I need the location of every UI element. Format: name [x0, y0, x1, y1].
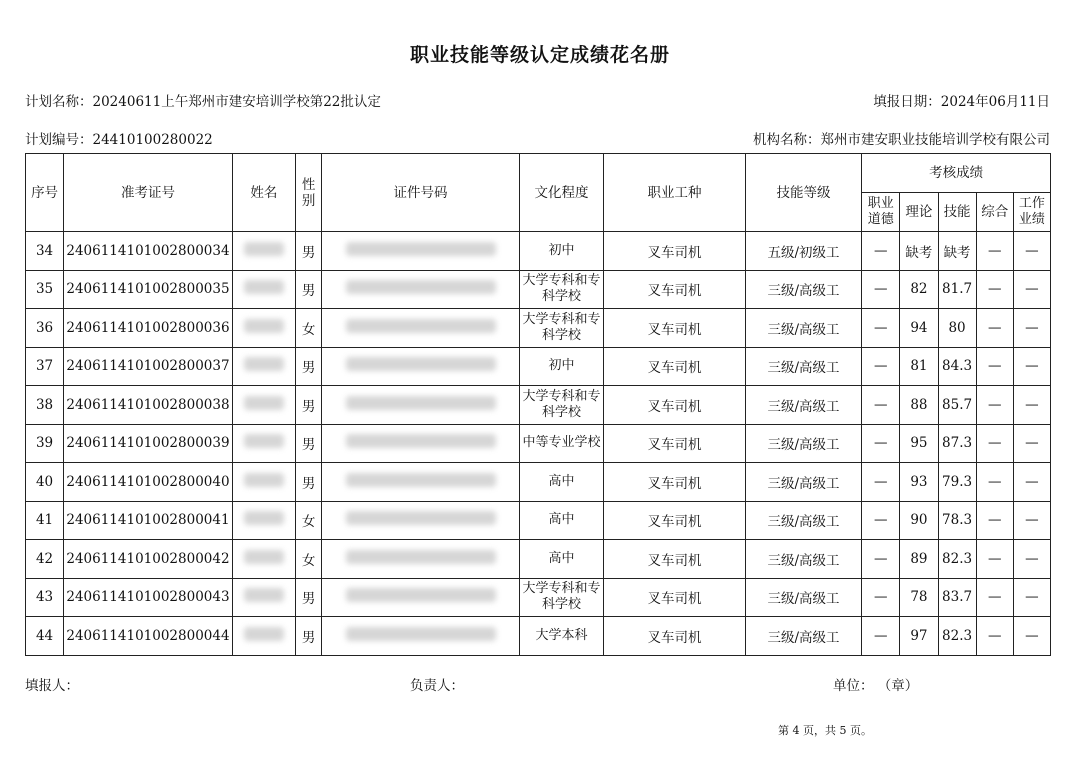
redaction-blur	[346, 588, 496, 602]
cell-skill: 82.3	[938, 617, 976, 656]
table-row	[26, 540, 1051, 579]
cell-seq: 41	[26, 501, 64, 540]
cell-job: 叉车司机	[604, 617, 746, 656]
cell-name-redacted	[232, 232, 295, 271]
redaction-blur	[346, 627, 496, 641]
cell-name-redacted	[232, 501, 295, 540]
cell-name-redacted	[232, 386, 295, 425]
header-education: 文化程度	[519, 154, 603, 232]
table-row	[26, 386, 1051, 425]
cell-id-redacted	[322, 463, 520, 502]
cell-work: —	[1013, 424, 1050, 463]
cell-ethics: —	[862, 617, 900, 656]
table-row	[26, 309, 1051, 348]
cell-work: —	[1013, 578, 1050, 617]
score-roster-table	[25, 153, 1051, 656]
footer-unit: 单位： （章）	[833, 678, 919, 694]
cell-id-redacted	[322, 578, 520, 617]
cell-skill: 80	[938, 309, 976, 348]
cell-id-redacted	[322, 232, 520, 271]
plan-number: 计划编号：24410100280022	[25, 132, 213, 148]
cell-gender: 男	[296, 617, 322, 656]
header-skill: 技能	[938, 193, 976, 232]
cell-job: 叉车司机	[604, 270, 746, 309]
cell-edu: 高中	[519, 463, 603, 502]
cell-id-redacted	[322, 501, 520, 540]
table-row	[26, 270, 1051, 309]
cell-ethics: —	[862, 347, 900, 386]
cell-theory: 81	[900, 347, 938, 386]
redaction-blur	[346, 242, 496, 256]
cell-overall: —	[976, 232, 1013, 271]
cell-job: 叉车司机	[604, 347, 746, 386]
cell-edu: 高中	[519, 501, 603, 540]
cell-seq: 38	[26, 386, 64, 425]
cell-job: 叉车司机	[604, 501, 746, 540]
redaction-blur	[244, 280, 284, 294]
cell-name-redacted	[232, 463, 295, 502]
cell-level: 三级/高级工	[745, 617, 861, 656]
redaction-blur	[346, 396, 496, 410]
redaction-blur	[244, 396, 284, 410]
cell-level: 三级/高级工	[745, 309, 861, 348]
cell-overall: —	[976, 578, 1013, 617]
cell-gender: 男	[296, 232, 322, 271]
cell-edu: 大学本科	[519, 617, 603, 656]
cell-theory: 95	[900, 424, 938, 463]
header-theory: 理论	[900, 193, 938, 232]
table-row	[26, 424, 1051, 463]
redaction-blur	[244, 473, 284, 487]
cell-work: —	[1013, 463, 1050, 502]
cell-edu: 大学专科和专科学校	[519, 270, 603, 309]
cell-theory: 82	[900, 270, 938, 309]
cell-work: —	[1013, 270, 1050, 309]
cell-job: 叉车司机	[604, 309, 746, 348]
cell-work: —	[1013, 347, 1050, 386]
redaction-blur	[244, 627, 284, 641]
cell-overall: —	[976, 424, 1013, 463]
cell-id-redacted	[322, 270, 520, 309]
cell-edu: 初中	[519, 232, 603, 271]
cell-job: 叉车司机	[604, 232, 746, 271]
cell-name-redacted	[232, 270, 295, 309]
cell-seq: 39	[26, 424, 64, 463]
table-row	[26, 578, 1051, 617]
cell-overall: —	[976, 386, 1013, 425]
redaction-blur	[346, 280, 496, 294]
header-seq: 序号	[26, 154, 64, 232]
redaction-blur	[244, 550, 284, 564]
header-ticket: 准考证号	[64, 154, 233, 232]
cell-level: 五级/初级工	[745, 232, 861, 271]
cell-id-redacted	[322, 347, 520, 386]
cell-edu: 中等专业学校	[519, 424, 603, 463]
cell-name-redacted	[232, 540, 295, 579]
cell-overall: —	[976, 463, 1013, 502]
cell-ticket: 2406114101002800040	[64, 463, 233, 502]
cell-ticket: 2406114101002800037	[64, 347, 233, 386]
cell-gender: 女	[296, 309, 322, 348]
cell-id-redacted	[322, 540, 520, 579]
header-id: 证件号码	[322, 154, 520, 232]
cell-ethics: —	[862, 578, 900, 617]
cell-ticket: 2406114101002800036	[64, 309, 233, 348]
redaction-blur	[346, 550, 496, 564]
header-gender: 性别	[296, 154, 322, 232]
cell-work: —	[1013, 501, 1050, 540]
cell-overall: —	[976, 540, 1013, 579]
cell-job: 叉车司机	[604, 578, 746, 617]
cell-skill: 79.3	[938, 463, 976, 502]
cell-gender: 女	[296, 540, 322, 579]
header-work: 工作业绩	[1013, 193, 1050, 232]
cell-theory: 94	[900, 309, 938, 348]
cell-edu: 大学专科和专科学校	[519, 578, 603, 617]
header-name: 姓名	[232, 154, 295, 232]
redaction-blur	[346, 434, 496, 448]
redaction-blur	[244, 357, 284, 371]
cell-ticket: 2406114101002800041	[64, 501, 233, 540]
cell-theory: 93	[900, 463, 938, 502]
cell-name-redacted	[232, 347, 295, 386]
cell-ethics: —	[862, 270, 900, 309]
cell-skill: 85.7	[938, 386, 976, 425]
header-job: 职业工种	[604, 154, 746, 232]
cell-skill: 84.3	[938, 347, 976, 386]
cell-id-redacted	[322, 424, 520, 463]
cell-ethics: —	[862, 232, 900, 271]
table-row	[26, 463, 1051, 502]
cell-gender: 男	[296, 386, 322, 425]
cell-ethics: —	[862, 540, 900, 579]
cell-level: 三级/高级工	[745, 270, 861, 309]
cell-edu: 大学专科和专科学校	[519, 309, 603, 348]
redaction-blur	[244, 319, 284, 333]
redaction-blur	[346, 473, 496, 487]
cell-name-redacted	[232, 309, 295, 348]
cell-work: —	[1013, 386, 1050, 425]
cell-skill: 87.3	[938, 424, 976, 463]
cell-job: 叉车司机	[604, 540, 746, 579]
cell-level: 三级/高级工	[745, 386, 861, 425]
report-date: 填报日期：2024年06月11日	[873, 94, 1050, 110]
cell-work: —	[1013, 309, 1050, 348]
cell-ticket: 2406114101002800038	[64, 386, 233, 425]
page-info: 第 4 页，共 5 页。	[778, 724, 872, 737]
cell-ethics: —	[862, 463, 900, 502]
redaction-blur	[346, 511, 496, 525]
cell-level: 三级/高级工	[745, 424, 861, 463]
cell-seq: 42	[26, 540, 64, 579]
cell-overall: —	[976, 270, 1013, 309]
cell-seq: 40	[26, 463, 64, 502]
cell-theory: 88	[900, 386, 938, 425]
cell-ethics: —	[862, 309, 900, 348]
cell-level: 三级/高级工	[745, 347, 861, 386]
plan-name: 计划名称：20240611上午郑州市建安培训学校第22批认定	[25, 94, 381, 110]
cell-gender: 男	[296, 463, 322, 502]
header-scores: 考核成绩	[862, 154, 1051, 193]
cell-level: 三级/高级工	[745, 540, 861, 579]
page-title: 职业技能等级认定成绩花名册	[409, 44, 670, 66]
cell-id-redacted	[322, 386, 520, 425]
footer-responsible: 负责人：	[410, 678, 464, 694]
cell-level: 三级/高级工	[745, 501, 861, 540]
footer-reporter: 填报人：	[25, 678, 79, 694]
table-row	[26, 501, 1051, 540]
table-row	[26, 617, 1051, 656]
cell-gender: 女	[296, 501, 322, 540]
cell-job: 叉车司机	[604, 463, 746, 502]
header-level: 技能等级	[745, 154, 861, 232]
redaction-blur	[346, 357, 496, 371]
cell-overall: —	[976, 501, 1013, 540]
table-row	[26, 347, 1051, 386]
cell-ticket: 2406114101002800042	[64, 540, 233, 579]
redaction-blur	[244, 588, 284, 602]
cell-edu: 高中	[519, 540, 603, 579]
org-name: 机构名称：郑州市建安职业技能培训学校有限公司	[753, 132, 1050, 148]
cell-ethics: —	[862, 424, 900, 463]
header-overall: 综合	[976, 193, 1013, 232]
cell-job: 叉车司机	[604, 386, 746, 425]
cell-gender: 男	[296, 270, 322, 309]
roster-body	[26, 232, 1051, 656]
cell-theory: 90	[900, 501, 938, 540]
cell-overall: —	[976, 617, 1013, 656]
cell-work: —	[1013, 540, 1050, 579]
cell-theory: 97	[900, 617, 938, 656]
cell-skill: 82.3	[938, 540, 976, 579]
table-row	[26, 232, 1051, 271]
cell-overall: —	[976, 309, 1013, 348]
cell-level: 三级/高级工	[745, 463, 861, 502]
cell-id-redacted	[322, 617, 520, 656]
cell-seq: 36	[26, 309, 64, 348]
cell-theory: 89	[900, 540, 938, 579]
cell-skill: 缺考	[938, 232, 976, 271]
cell-seq: 44	[26, 617, 64, 656]
cell-gender: 男	[296, 578, 322, 617]
cell-ethics: —	[862, 501, 900, 540]
cell-theory: 78	[900, 578, 938, 617]
cell-gender: 男	[296, 347, 322, 386]
cell-name-redacted	[232, 617, 295, 656]
cell-work: —	[1013, 232, 1050, 271]
cell-skill: 83.7	[938, 578, 976, 617]
cell-work: —	[1013, 617, 1050, 656]
cell-overall: —	[976, 347, 1013, 386]
cell-level: 三级/高级工	[745, 578, 861, 617]
cell-ticket: 2406114101002800044	[64, 617, 233, 656]
cell-ticket: 2406114101002800034	[64, 232, 233, 271]
cell-theory: 缺考	[900, 232, 938, 271]
cell-edu: 大学专科和专科学校	[519, 386, 603, 425]
cell-id-redacted	[322, 309, 520, 348]
cell-ethics: —	[862, 386, 900, 425]
redaction-blur	[244, 511, 284, 525]
cell-seq: 35	[26, 270, 64, 309]
redaction-blur	[244, 434, 284, 448]
cell-ticket: 2406114101002800035	[64, 270, 233, 309]
cell-skill: 81.7	[938, 270, 976, 309]
cell-name-redacted	[232, 424, 295, 463]
cell-seq: 34	[26, 232, 64, 271]
cell-edu: 初中	[519, 347, 603, 386]
redaction-blur	[244, 242, 284, 256]
cell-name-redacted	[232, 578, 295, 617]
cell-seq: 43	[26, 578, 64, 617]
cell-seq: 37	[26, 347, 64, 386]
cell-job: 叉车司机	[604, 424, 746, 463]
header-ethics: 职业道德	[862, 193, 900, 232]
cell-gender: 男	[296, 424, 322, 463]
redaction-blur	[346, 319, 496, 333]
cell-ticket: 2406114101002800043	[64, 578, 233, 617]
cell-skill: 78.3	[938, 501, 976, 540]
cell-ticket: 2406114101002800039	[64, 424, 233, 463]
